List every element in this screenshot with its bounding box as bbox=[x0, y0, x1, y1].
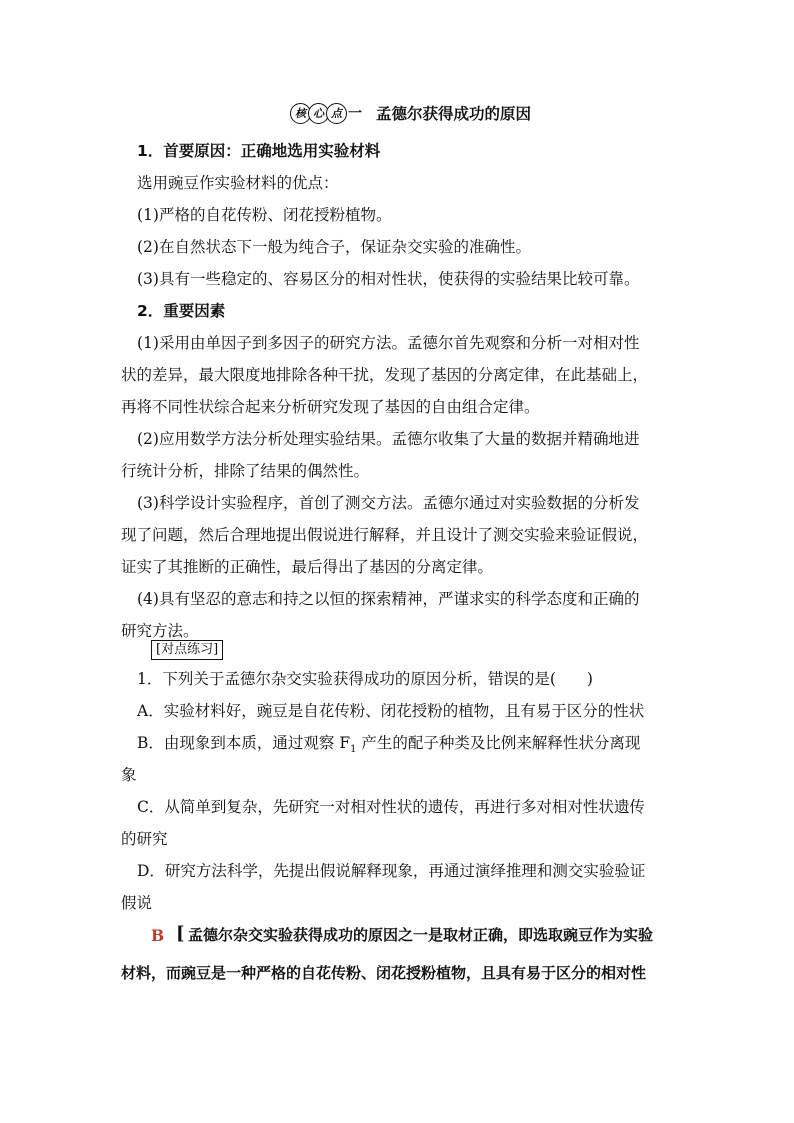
section2-para: 再将不同性状综合起来分析研究发现了基因的自由组合定律。 bbox=[121, 398, 540, 416]
option-b: B．由现象到本质，通过观察 $F_1$ 产生的配子种类及比例来解释性状分离现 bbox=[137, 734, 641, 756]
option-c: C．从简单到复杂，先研究一对相对性状的遗传，再进行多对相对性状遗传 bbox=[137, 798, 645, 816]
option-b-cont: 象 bbox=[121, 766, 137, 784]
section1-item: (3)具有一些稳定的、容易区分的相对性状，使获得的实验结果比较可靠。 bbox=[137, 270, 640, 288]
explanation-text: 材料，而豌豆是一种严格的自花传粉、闭花授粉植物，且具有易于区分的相对性 bbox=[121, 964, 647, 982]
section2-para: 研究方法。 bbox=[121, 622, 199, 640]
badge-char: 心 bbox=[308, 103, 329, 124]
section2-para: (1)采用由单因子到多因子的研究方法。孟德尔首先观察和分析一对相对性 bbox=[137, 334, 640, 352]
section1-intro: 选用豌豆作实验材料的优点： bbox=[137, 174, 339, 192]
explanation-text: 孟德尔杂交实验获得成功的原因之一是取材正确，即选取豌豆作为实验 bbox=[188, 926, 654, 944]
badge-char: 点 bbox=[326, 103, 347, 124]
core-point-badge bbox=[290, 103, 362, 124]
section2-para: 行统计分析，排除了结果的偶然性。 bbox=[121, 462, 370, 480]
section1-item: (2)在自然状态下一般为纯合子，保证杂交实验的准确性。 bbox=[137, 238, 531, 256]
section2-para: (3)科学设计实验程序，首创了测交方法。孟德尔通过对实验数据的分析发 bbox=[137, 494, 640, 512]
section2-para: 证实了其推断的正确性，最后得出了基因的分离定律。 bbox=[121, 558, 494, 576]
section1-item: (1)严格的自花传粉、闭花授粉植物。 bbox=[137, 206, 392, 224]
option-d: D．研究方法科学，先提出假说解释现象，再通过演绎推理和测交实验验证 bbox=[137, 862, 646, 880]
explanation-bracket: [ bbox=[176, 923, 185, 944]
practice-tag: [对点练习] bbox=[151, 640, 223, 660]
section2-para: 状的差异，最大限度地排除各种干扰，发现了基因的分离定律，在此基础上， bbox=[121, 366, 649, 384]
option-a: A．实验材料好，豌豆是自花传粉、闭花授粉的植物，且有易于区分的性状 bbox=[137, 702, 645, 720]
option-d-cont: 假说 bbox=[121, 894, 153, 912]
heading-title: 孟德尔获得成功的原因 bbox=[376, 105, 532, 123]
section-heading bbox=[290, 100, 531, 126]
badge-number: 一 bbox=[348, 106, 362, 122]
option-c-cont: 的研究 bbox=[121, 830, 168, 848]
section2-para: 现了问题，然后合理地提出假说进行解释，并且设计了测交实验来验证假说， bbox=[121, 526, 649, 544]
badge-char: 核 bbox=[290, 103, 311, 124]
section1-title: 1．首要原因：正确地选用实验材料 bbox=[137, 142, 381, 160]
answer-letter: B bbox=[151, 926, 165, 945]
section2-title: 2．重要因素 bbox=[137, 302, 226, 320]
section2-para: (4)具有坚忍的意志和持之以恒的探索精神，严谨求实的科学态度和正确的 bbox=[137, 590, 640, 608]
question-text: 1．下列关于孟德尔杂交实验获得成功的原因分析，错误的是( ) bbox=[137, 670, 593, 688]
section2-para: (2)应用数学方法分析处理实验结果。孟德尔收集了大量的数据并精确地进 bbox=[137, 430, 640, 448]
